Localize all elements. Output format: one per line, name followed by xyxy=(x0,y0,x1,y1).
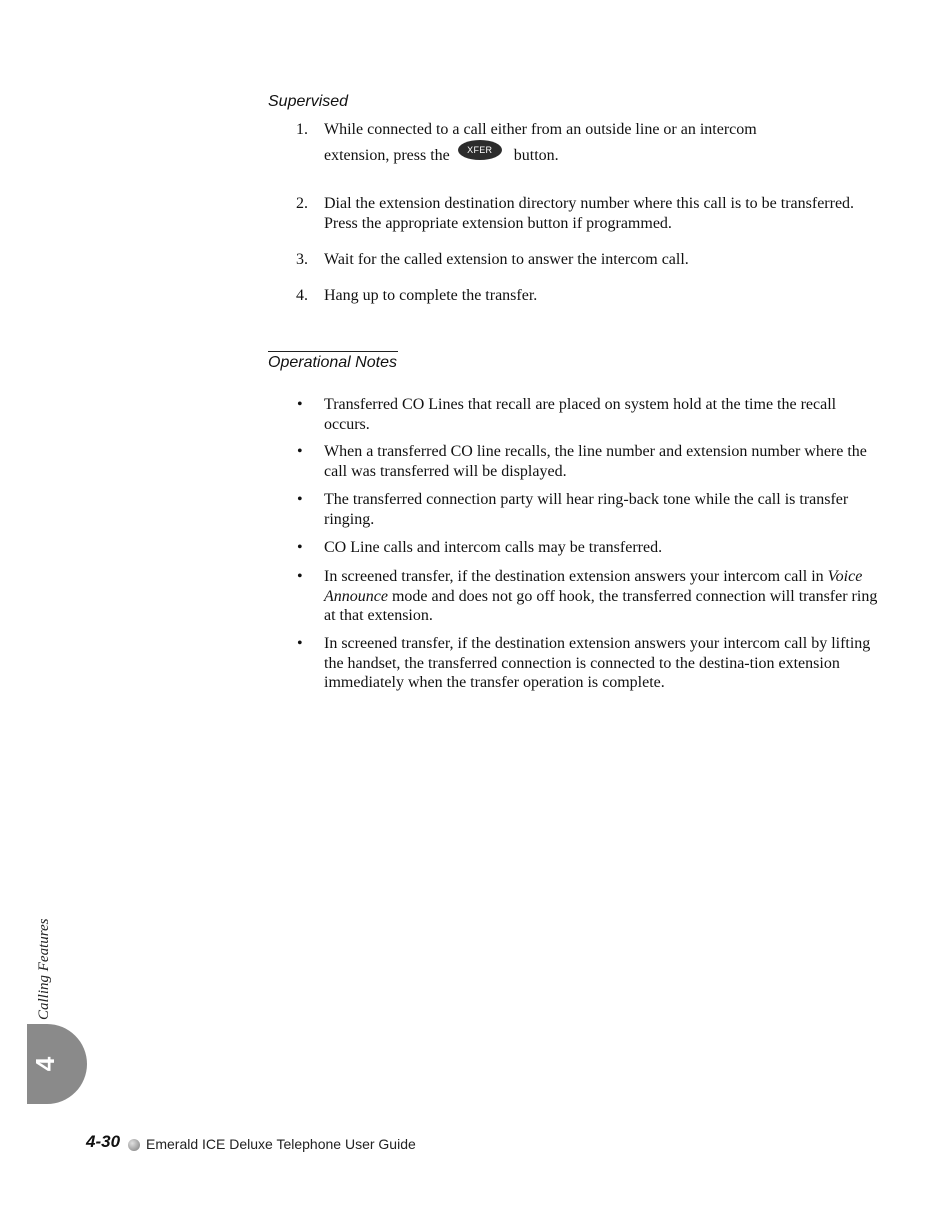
bullet-dot-icon xyxy=(128,1139,140,1151)
bullet-icon: • xyxy=(297,568,303,585)
step-text: button. xyxy=(513,147,559,164)
xfer-button-icon: XFER xyxy=(458,140,502,160)
note-text: Transferred CO Lines that recall are placed on system hold at the time the recall occurs. xyxy=(324,396,837,433)
step-text: extension, press the xyxy=(324,147,450,164)
note-text: In screened transfer, if the destination extension answers your intercom call in Voice Announce mode and does not go off hook, the transferred connection will transfer ring at that extension. xyxy=(324,568,878,624)
step-text: Hang up to complete the transfer. xyxy=(324,287,538,304)
chapter-number: 4 xyxy=(30,1056,60,1072)
bullet-icon: • xyxy=(297,635,303,652)
note-text: The transferred connection party will hear ring-back tone while the call is transfer ringing. xyxy=(324,491,849,528)
note-text: CO Line calls and intercom calls may be transferred. xyxy=(324,539,663,556)
step-text: While connected to a call either from an outside line or an intercom xyxy=(324,121,757,138)
chapter-title: Calling Features xyxy=(36,918,52,1020)
voice-announce-term: Voice Announce xyxy=(324,568,863,605)
bullet-icon: • xyxy=(297,539,303,556)
step-number: 1. xyxy=(296,121,308,138)
step-number: 3. xyxy=(296,251,308,268)
section-divider xyxy=(268,351,398,352)
bullet-icon: • xyxy=(297,491,303,508)
page-number: 4-30 xyxy=(86,1132,121,1151)
operational-notes-heading: Operational Notes xyxy=(268,354,397,371)
note-text: When a transferred CO line recalls, the line number and extension number where the call was transferred will be displayed. xyxy=(324,443,867,480)
step-text: Wait for the called extension to answer the intercom call. xyxy=(324,251,689,268)
bullet-icon: • xyxy=(297,443,303,460)
supervised-heading: Supervised xyxy=(268,93,349,110)
note-text: In screened transfer, if the destination extension answers your intercom call by lifting the handset, the transferred connection is connected to the destina-tion extension immediately when the transfer operation is complete. xyxy=(324,635,871,691)
bullet-icon: • xyxy=(297,396,303,413)
guide-title: Emerald ICE Deluxe Telephone User Guide xyxy=(146,1136,416,1152)
step-text: Dial the extension destination directory number where this call is to be transferred. Press the appropriate extension button if programmed. xyxy=(324,195,855,232)
step-number: 2. xyxy=(296,195,308,212)
step-number: 4. xyxy=(296,287,308,304)
